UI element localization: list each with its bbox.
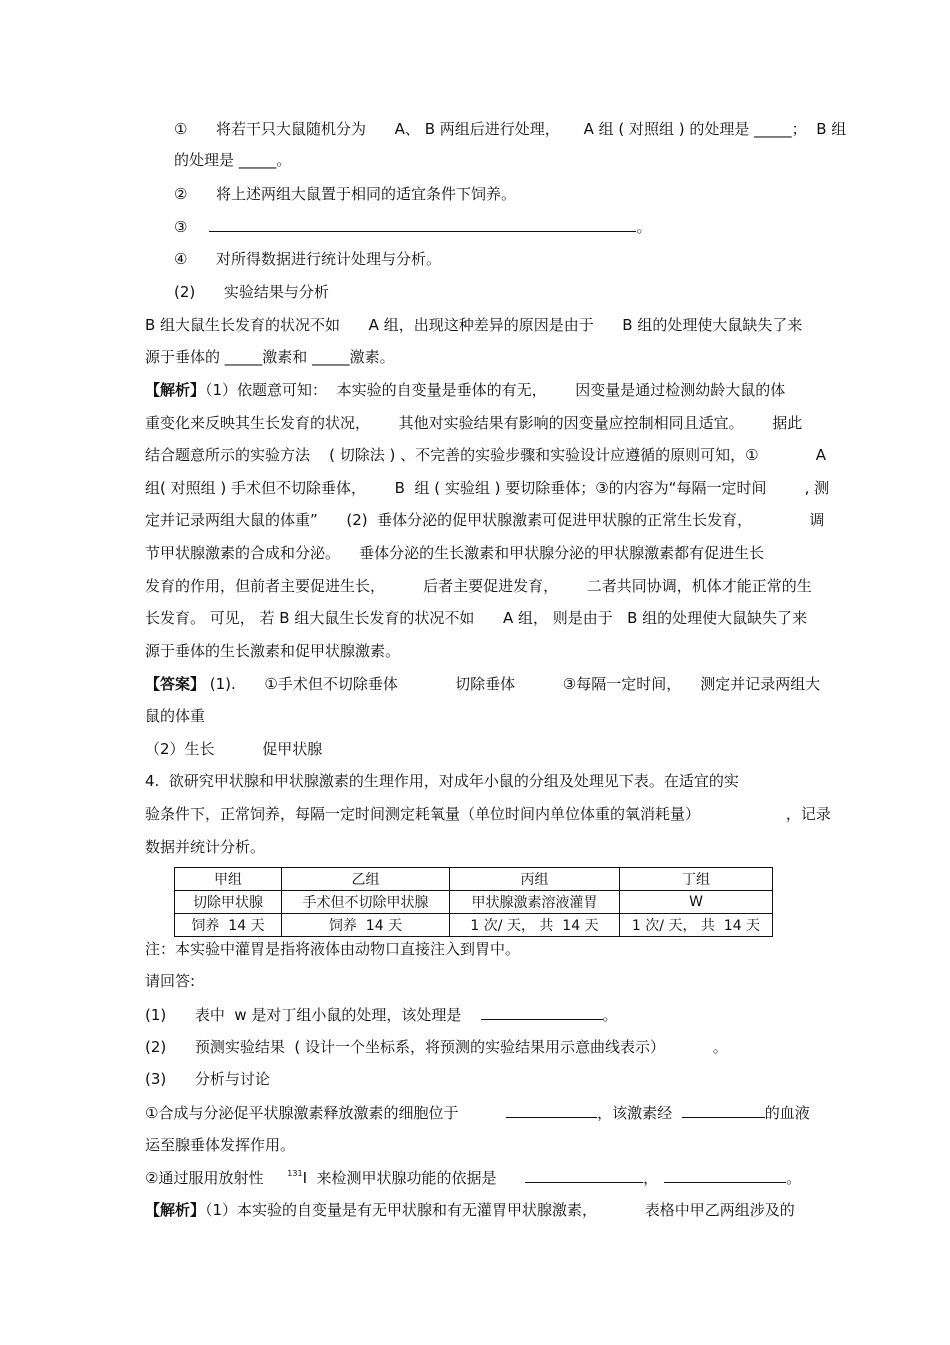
discussion-text-1c: 的血液	[764, 1104, 810, 1122]
discussion-text-1b: ，该激素经	[597, 1104, 682, 1122]
discussion-text-1a: ①合成与分泌促平状腺激素释放激素的细胞位于	[145, 1104, 507, 1122]
result-line-2	[145, 347, 395, 367]
please-answer: 请回答:	[145, 972, 196, 990]
analysis-line-2: 重变化来反映其生长发育的状况， 其他对实验结果有影响的因变量应控制相同且适宜。 据此	[145, 414, 803, 432]
table-note: 注：本实验中灌胃是指将液体由动物口直接注入到胃中。	[145, 940, 521, 958]
step-1-line	[174, 119, 846, 139]
answer-label: 【答案】	[145, 675, 206, 693]
step-3-blank[interactable]	[209, 216, 636, 232]
step-2-line: ② 将上述两组大鼠置于相同的适宜条件下饲养。	[174, 185, 517, 203]
analysis-line-5: 定并记录两组大鼠的体重” (2) 垂体分泌的促甲状腺激素可促进甲状腺的正常生长发育， 调	[145, 511, 825, 529]
step-1-text-b: ； B 组	[791, 120, 847, 138]
table-row	[175, 891, 773, 914]
step-3-end: 。	[636, 218, 652, 236]
step-1-text: ① 将若干只大鼠随机分为 A、 B 两组后进行处理， A 组 ( 对照组 ) 的处理是	[174, 120, 755, 138]
blood-route-blank[interactable]	[682, 1102, 765, 1118]
table-cell: 手术但不切除甲状腺	[282, 891, 450, 914]
analysis-line-8: 长发育。 可见， 若 B 组大鼠生长发育的状况不如 A 组， 则是由于 B 组的处理使大鼠缺失了来	[145, 609, 808, 627]
header-cell: 丁组	[620, 868, 773, 891]
header-cell: 甲组	[175, 868, 282, 891]
table-cell: 1 次/ 天， 共 14 天	[620, 914, 773, 937]
table-header-row	[175, 868, 773, 891]
blank-hormone-1[interactable]: _____	[224, 348, 263, 366]
table-cell: 饲养 14 天	[282, 914, 450, 937]
q4-stem-line-2: 验条件下，正常饲养，每隔一定时间测定耗氧量（单位时间内单位体重的氧消耗量） ，记录	[145, 805, 831, 823]
analysis-line-3: 结合题意所示的实验方法 ( 切除法 ) 、不完善的实验步骤和实验设计应遵循的原则可知，① A	[145, 446, 827, 464]
sub-question-3: (3) 分析与讨论	[145, 1070, 270, 1088]
result-text-c: 激素。	[349, 348, 395, 366]
answer-line-3: （2）生长 促甲状腺	[145, 740, 323, 758]
cell-location-blank[interactable]	[506, 1102, 597, 1118]
discussion-line-3	[145, 1167, 801, 1188]
result-line-1: B 组大鼠生长发育的状况不如 A 组，出现这种差异的原因是由于 B 组的处理使大鼠缺失了来	[145, 316, 803, 334]
answer-line-2: 鼠的体重	[145, 707, 206, 725]
discussion-line-1	[145, 1102, 810, 1123]
q4-analysis-label: 【解析】	[145, 1201, 206, 1219]
step-1-end: 。	[276, 151, 292, 169]
basis-blank-2[interactable]	[664, 1167, 786, 1183]
discussion-end: 。	[786, 1169, 802, 1187]
grouping-table	[174, 867, 773, 937]
q4-stem-line-3: 数据并统计分析。	[145, 838, 266, 856]
answer-line-1	[145, 674, 820, 694]
isotope-mass-number: 131	[287, 1169, 303, 1178]
table-cell: W	[620, 891, 773, 914]
sub-question-1-text: (1) 表中 w 是对丁组小鼠的处理，该处理是	[145, 1006, 481, 1024]
step-3-number: ③	[174, 218, 188, 236]
table-cell: 切除甲状腺	[175, 891, 282, 914]
analysis-line-6: 节甲状腺激素的合成和分泌。 垂体分泌的生长激素和甲状腺分泌的甲状腺激素都有促进生长	[145, 544, 765, 562]
discussion-text-2a: ②通过服用放射性	[145, 1169, 288, 1187]
step-3-line	[174, 216, 651, 237]
q4-analysis-text-1: （1）本实验的自变量是有无甲状腺和有无灌胃甲状腺激素， 表格中甲乙两组涉及的	[205, 1201, 795, 1219]
analysis-line-7: 发育的作用，但前者主要促进生长， 后者主要促进发育， 二者共同协调，机体才能正常的生	[145, 577, 812, 595]
analysis-line-4: 组( 对照组 ) 手术但不切除垂体， B 组 ( 实验组 ) 要切除垂体；③的内容为“每隔一定时间 , 测	[145, 479, 830, 497]
discussion-line-2: 运至腺垂体发挥作用。	[145, 1136, 296, 1154]
step-1-text-c: 的处理是	[174, 151, 239, 169]
header-cell: 乙组	[282, 868, 450, 891]
sub-question-1-end: 。	[602, 1006, 618, 1024]
analysis-line-1	[145, 380, 785, 400]
part-2-heading: (2) 实验结果与分析	[174, 283, 329, 301]
result-text-b: 激素和	[262, 348, 313, 366]
analysis-label: 【解析】	[145, 381, 206, 399]
discussion-comma: ，	[643, 1169, 659, 1187]
table-cell: 1 次/ 天， 共 14 天	[450, 914, 620, 937]
analysis-text-1: （1）依题意可知： 本实验的自变量是垂体的有无， 因变量是通过检测幼龄大鼠的体	[205, 381, 786, 399]
result-text-a: 源于垂体的	[145, 348, 225, 366]
sub-question-2: (2) 预测实验结果 ( 设计一个坐标系，将预测的实验结果用示意曲线表示） 。	[145, 1038, 728, 1056]
table-cell: 饲养 14 天	[175, 914, 282, 937]
analysis-line-9: 源于垂体的生长激素和促甲状腺激素。	[145, 642, 401, 660]
w-treatment-blank[interactable]	[481, 1004, 603, 1020]
blank-control-treatment[interactable]: _____	[754, 120, 792, 138]
blank-hormone-2[interactable]: _____	[312, 348, 350, 366]
step-4-line: ④ 对所得数据进行统计处理与分析。	[174, 250, 442, 268]
table-row	[175, 914, 773, 937]
header-cell: 丙组	[450, 868, 620, 891]
basis-blank-1[interactable]	[525, 1167, 643, 1183]
blank-b-treatment[interactable]: _____	[238, 151, 277, 169]
sub-question-1	[145, 1004, 618, 1025]
table-cell: 甲状腺激素溶液灌胃	[450, 891, 620, 914]
answer-text-1: (1). ①手术但不切除垂体 切除垂体 ③每隔一定时间， 测定并记录两组大	[205, 675, 821, 693]
q4-stem-line-1: 4. 欲研究甲状腺和甲状腺激素的生理作用，对成年小鼠的分组及处理见下表。在适宜的实	[145, 772, 739, 790]
q4-analysis-line-1	[145, 1200, 795, 1220]
step-1-line-2	[174, 150, 291, 170]
discussion-text-2b: I 来检测甲状腺功能的依据是	[302, 1169, 526, 1187]
